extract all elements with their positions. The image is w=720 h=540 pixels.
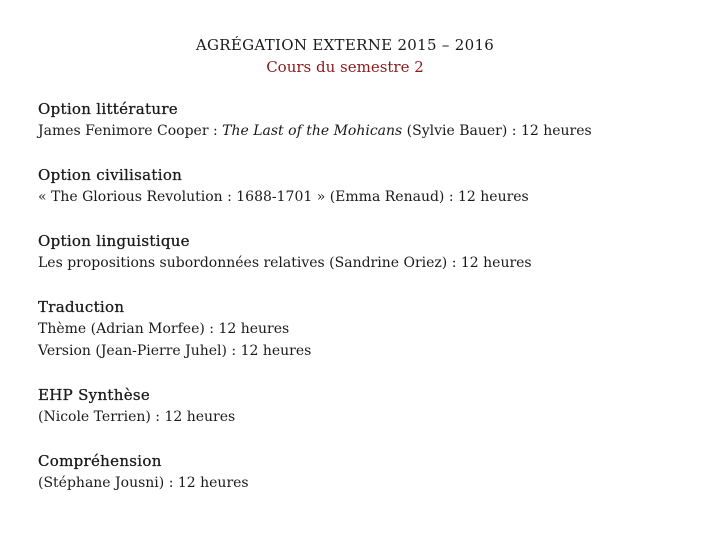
section-heading: Traduction (38, 298, 125, 316)
section-traduction (38, 296, 698, 362)
course-line (38, 318, 698, 340)
section-heading: Option littérature (38, 100, 178, 118)
work-title: The Last of the Mohicans (222, 123, 403, 139)
course-text: Les propositions subordonnées relatives (Sandrine Oriez) : 12 heures (38, 255, 532, 271)
course-line (38, 252, 698, 274)
section-option-litterature (38, 98, 698, 142)
course-text: « The Glorious Revolution : 1688-1701 » (Emma Renaud) : 12 heures (38, 189, 529, 205)
document-title: AGRÉGATION EXTERNE 2015 – 2016 (195, 36, 495, 54)
course-text: Version (Jean-Pierre Juhel) : 12 heures (38, 343, 312, 359)
section-heading: Option linguistique (38, 232, 190, 250)
course-line (38, 406, 698, 428)
course-list (38, 98, 698, 516)
section-heading: Option civilisation (38, 166, 183, 184)
section-heading: EHP Synthèse (38, 386, 151, 404)
course-text: (Stéphane Jousni) : 12 heures (38, 475, 249, 491)
course-text: Thème (Adrian Morfee) : 12 heures (38, 321, 290, 337)
document-subtitle: Cours du semestre 2 (266, 58, 424, 76)
section-comprehension (38, 450, 698, 494)
section-option-civilisation (38, 164, 698, 208)
section-option-linguistique (38, 230, 698, 274)
section-heading: Compréhension (38, 452, 162, 470)
course-line (38, 472, 698, 494)
section-ehp-synthese (38, 384, 698, 428)
course-line (38, 340, 698, 362)
course-line (38, 186, 698, 208)
course-text-end: (Sylvie Bauer) : 12 heures (402, 123, 592, 139)
course-line (38, 120, 698, 142)
course-text: (Nicole Terrien) : 12 heures (38, 409, 236, 425)
document-header (0, 34, 690, 78)
course-text: James Fenimore Cooper : (38, 123, 223, 139)
